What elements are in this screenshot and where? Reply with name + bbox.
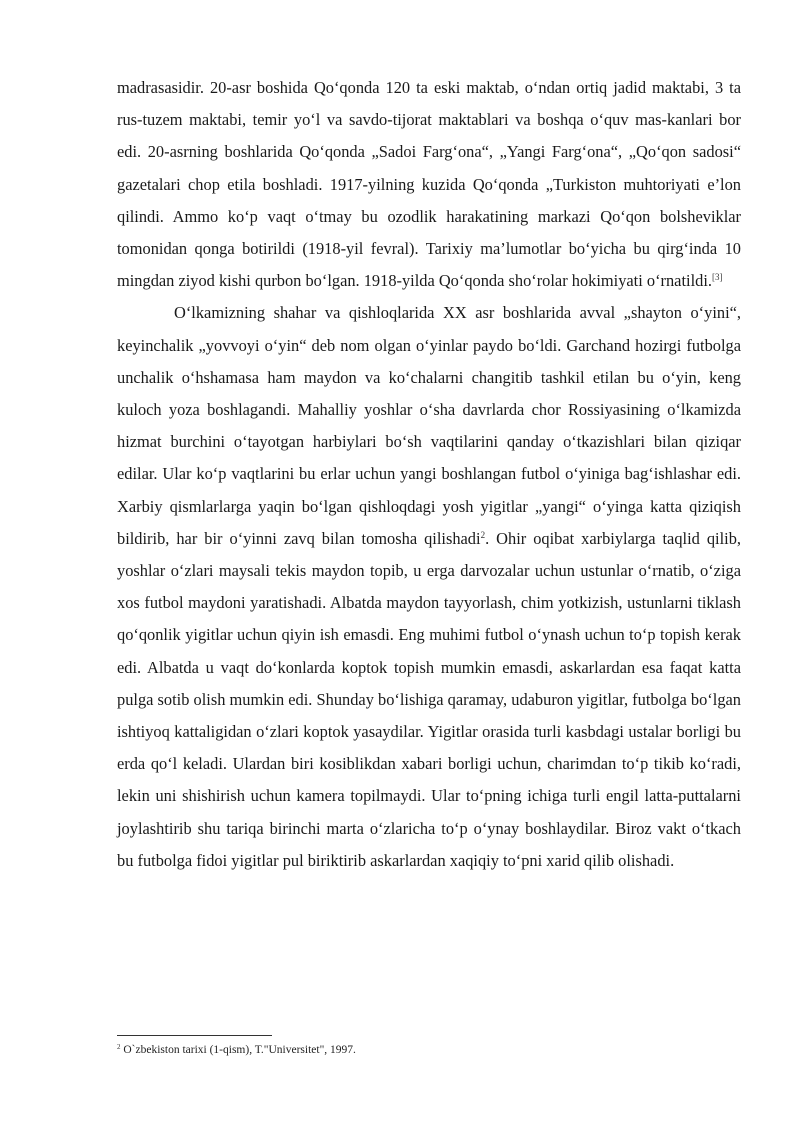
- footnote-mark: 2: [117, 1043, 121, 1051]
- footnote-divider: [117, 1035, 272, 1036]
- paragraph-2: [117, 297, 741, 877]
- footnote-reference-2[interactable]: 2: [480, 529, 486, 540]
- paragraph-1-text: madrasasidir. 20-asr boshida Qo‘qonda 120 ta eski maktab, o‘ndan ortiq jadid maktabi, 3 ta rus-tuzem maktabi, temir yo‘l va savdo-tijorat maktablari va boshqa o‘quv mas-kanlari bor edi. 20-asrning boshlarida Qo‘qonda „Sadoi Farg‘ona“, „Yangi Farg‘ona“, „Qo‘qon sadosi“ gazetalari chop etila boshladi. 1917-yilning kuzida Qo‘qonda „Turkiston muhtoriyati e’lon qilindi. Ammo ko‘p vaqt o‘tmay bu ozodlik harakatining markazi Qo‘qon bolsheviklar tomonidan qonga botirildi (1918-yil fevral). Tarixiy ma’lumotlar bo‘yicha bu qirg‘inda 10 mingdan ziyod kishi qurbon bo‘lgan. 1918-yilda Qo‘qonda sho‘rolar hokimiyati o‘rnatildi.: [117, 78, 741, 291]
- footnote: [117, 1042, 741, 1058]
- footnote-text: O`zbekiston tarixi (1-qism), T."Universitet", 1997.: [123, 1044, 356, 1056]
- reference-mark-3[interactable]: [3]: [711, 272, 723, 283]
- document-body: [117, 72, 741, 877]
- paragraph-2-text-before: O‘lkamizning shahar va qishloqlarida XX asr boshlarida avval „shayton o‘yini“, keyinchalik „yovvoyi o‘yin“ deb nom olgan o‘yinlar paydo bo‘ldi. Garchand hozirgi futbolga unchalik o‘hshamasa ham maydon va ko‘chalarni changitib tashkil etilan bu o‘yin, keng kuloch yoza boshlagandi. Mahalliy yoshlar o‘sha davrlarda chor Rossiyasining o‘lkamizda hizmat burchini o‘tayotgan harbiylari bo‘sh vaqtilarini qanday o‘tkazishlari bilan qiziqar edilar. Ular ko‘p vaqtlarini bu erlar uchun yangi boshlangan futbol o‘yiniga bag‘ishlashar edi. Xarbiy qismlarlarga yaqin bo‘lgan qishloqdagi yosh yigitlar „yangi“ o‘yinga katta qiziqish bildirib, har bir o‘yinni zavq bilan tomosha qilishadi: [117, 303, 741, 548]
- paragraph-2-text-after: . Ohir oqibat xarbiylarga taqlid qilib, yoshlar o‘zlari maysali tekis maydon topib, u erga darvozalar uchun ustunlar o‘rnatib, o‘ziga xos futbol maydoni yaratishadi. Albatda maydon tayyorlash, chim yotkizish, ustunlarni tiklash qo‘qonlik yigitlar uchun qiyin ish emasdi. Eng muhimi futbol o‘ynash uchun to‘p topish kerak edi. Albatda u vaqt do‘konlarda koptok topish mumkin emasdi, askarlardan esa faqat katta pulga sotib olish mumkin edi. Shunday bo‘lishiga qaramay, udaburon yigitlar, futbolga bo‘lgan ishtiyoq kattaligidan o‘zlari koptok yasaydilar. Yigitlar orasida turli kasbdagi ustalar borligi bu erda qo‘l keladi. Ulardan biri kosiblikdan xabari borligi uchun, charimdan to‘p tikib ko‘radi, lekin uni shishirish uchun kamera topilmaydi. Ular to‘pning ichiga turli engil latta-puttalarni joylashtirib shu tariqa birinchi marta o‘zlaricha to‘p o‘ynay boshlaydilar. Biroz vakt o‘tkach bu futbolga fidoi yigitlar pul biriktirib askarlardan xaqiqiy to‘pni xarid qilib olishadi.: [117, 528, 741, 870]
- paragraph-1: [117, 72, 741, 297]
